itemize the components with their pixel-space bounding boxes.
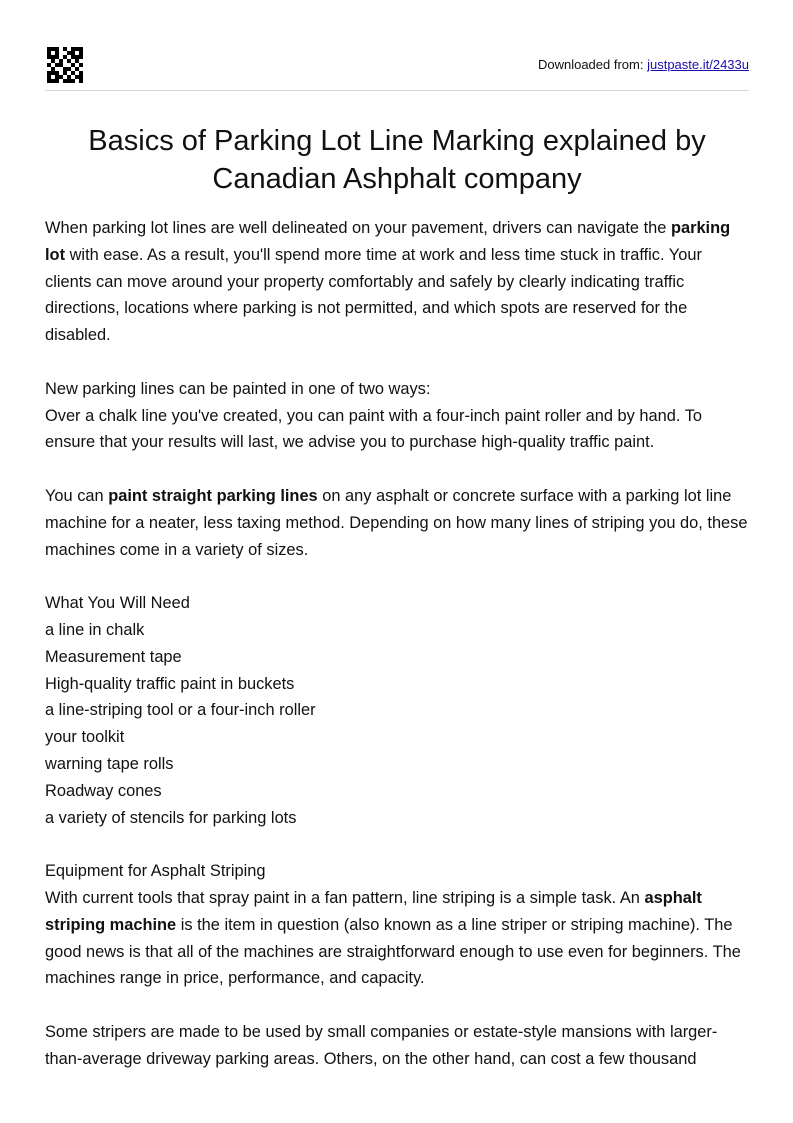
needs-heading: What You Will Need (45, 594, 190, 613)
machine-paragraph (45, 483, 749, 563)
source-attribution (538, 57, 749, 72)
qr-code-icon (47, 47, 83, 83)
equipment-text-start: With current tools that spray paint in a fan pattern, line striping is a simple task. An (45, 888, 645, 907)
methods-line-2: Over a chalk line you've created, you can paint with a four-inch paint roller and by hand. To ensure that your results will last, we advise you to purchase high-quality traffic paint. (45, 406, 703, 452)
list-item: a line-striping tool or a four-inch roller (45, 701, 316, 720)
article-body (45, 215, 749, 1073)
source-link[interactable]: justpaste.it/2433u (647, 57, 749, 72)
intro-paragraph (45, 215, 749, 349)
stripers-paragraph: Some stripers are made to be used by small companies or estate-style mansions with larger-than-average driveway parking areas. Others, on the other hand, can cost a few thousand (45, 1022, 718, 1068)
parking-lot-bold: parking lot (45, 219, 731, 264)
striping-machine-bold: asphalt striping machine (45, 888, 702, 934)
source-prefix: Downloaded from: (537, 57, 648, 72)
list-item: Measurement tape (45, 647, 182, 666)
header-divider (45, 90, 749, 91)
needs-list (45, 590, 749, 831)
methods-paragraph (45, 376, 749, 456)
equipment-text-end: is the item in question (also known as a line striper or striping machine). The good news is that all of the machines are straightforward enough to use even for beginners. The machines range in price, performance, and capacity. (45, 915, 741, 988)
list-item: High-quality traffic paint in buckets (45, 674, 295, 693)
page-title: Basics of Parking Lot Line Marking explained by Canadian Ashphalt company (88, 125, 706, 195)
list-item: a line in chalk (45, 620, 145, 639)
intro-text-end: with ease. As a result, you'll spend more time at work and less time stuck in traffic. Your clients can move around your property comfortably and safely by clearly indicating traffic directions, locations where parking is not permitted, and which spots are reserved for the disabled. (45, 245, 702, 345)
methods-line-1: New parking lines can be painted in one of two ways: (45, 379, 431, 398)
equipment-heading: Equipment for Asphalt Striping (45, 862, 266, 881)
list-item: a variety of stencils for parking lots (45, 808, 297, 827)
paint-lines-bold: paint straight parking lines (108, 486, 318, 505)
machine-text-end: on any asphalt or concrete surface with a parking lot line machine for a neater, less taxing method. Depending on how many lines of striping you do, these machines come in a variety of sizes. (45, 486, 748, 559)
intro-text-start: When parking lot lines are well delineated on your pavement, drivers can navigate the (45, 219, 671, 237)
list-item: your toolkit (45, 728, 125, 747)
machine-text-start: You can (45, 486, 109, 505)
list-item: Roadway cones (45, 781, 162, 800)
equipment-paragraph (45, 858, 749, 992)
list-item: warning tape rolls (45, 754, 174, 773)
